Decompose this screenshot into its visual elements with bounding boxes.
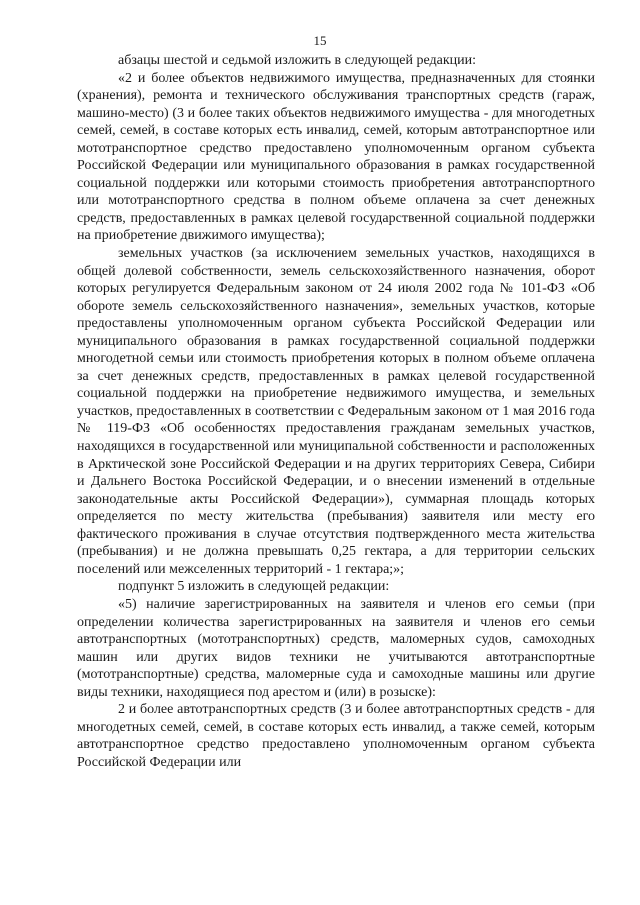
paragraph-subpoint-5-intro: подпункт 5 изложить в следующей редакции: [118, 579, 390, 595]
page-number: 15 [313, 33, 327, 48]
paragraph-land-plots: земельных участков (за исключением земельных участков, находящихся в общей долевой собственности, земель сельскохозяйственного назначения, оборот которых регулируется Федеральным законом от 24 июля 2002 года № 101-ФЗ «Об обороте земель сельскохозяйственного назначения», земельных участков, которые предоставлены уполномоченным органом субъекта Российской Федерации или муниципального образования в рамках государственной социальной поддержки многодетной семьи или стоимость приобретения которых в полном объеме оплачена за счет денежных средств, предоставленных в рамках целевой государственной социальной поддержки на приобретение недвижимого имущества, и земельных участков, предоставленных в соответствии с Федеральным законом от 1 мая 2016 года № 119-ФЗ «Об особенностях предоставления гражданам земельных участков, находящихся в государственной или муниципальной собственности и расположенных в Арктической зоне Российской Федерации и на других территориях Севера, Сибири и Дальнего Востока Российской Федерации, и о внесении изменений в отдельные законодательные акты Российской Федерации»), суммарная площадь которых определяется по месту жительства (пребывания) заявителя или месту его фактического проживания в случае отсутствия подтвержденного места жительства (пребывания) и не должна превышать 0,25 гектара, а для территории сельских поселений или межселенных территорий - 1 гектара;»; [77, 246, 595, 577]
paragraph-parking-property: «2 и более объектов недвижимого имущества, предназначенных для стоянки (хранения), ремонта и технического обслуживания транспортных средств (гараж, машино-место) (3 и более таких объектов недвижимого имущества - для многодетных семей, семей, в составе которых есть инвалид, семей, которым автотранспортное или мототранспортное средство предоставлено уполномоченным органом субъекта Российской Федерации или муниципального образования в рамках государственной социальной поддержки или которыми стоимость приобретения автотранспортного или мототранспортного средства в полном объеме оплачена за счет денежных средств, предоставленных в рамках целевой государственной социальной поддержки на приобретение движимого имущества); [77, 70, 595, 244]
paragraph-intro: абзацы шестой и седьмой изложить в следующей редакции: [118, 53, 476, 68]
paragraph-vehicles: 2 и более автотранспортных средств (3 и более автотранспортных средств - для многодетных семей, семей, в составе которых есть инвалид, а также семей, которым автотранспортное средство предоставлено уполномоченным органом субъекта Российской Федерации или [77, 702, 595, 770]
paragraph-subpoint-5-text: «5) наличие зарегистрированных на заявителя и членов его семьи (при определении количества зарегистрированных на заявителя и членов его семьи автотранспортных (мототранспортных) средств, маломерных судов, самоходных машин или других видов техники не учитываются автотранспортные (мототранспортные) средства, маломерные суда и самоходные машины или другие виды техники, находящиеся под арестом и (или) в розыске): [77, 596, 595, 700]
document-body [77, 52, 595, 771]
